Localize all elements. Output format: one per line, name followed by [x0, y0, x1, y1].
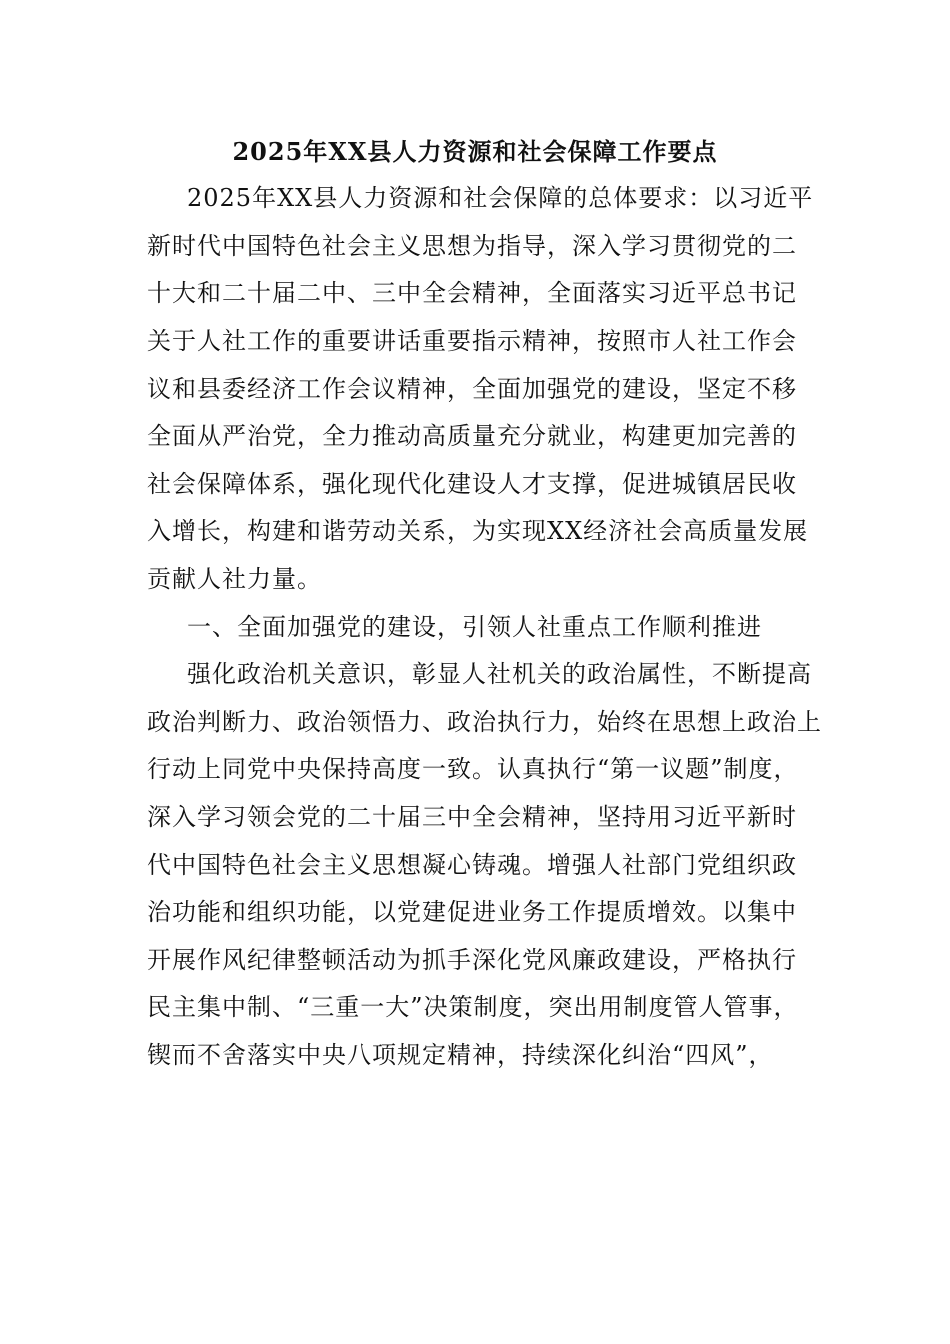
- document-title: 2025年XX县人力资源和社会保障工作要点: [232, 137, 718, 166]
- paragraph-1-line: 全面从严治党，全力推动高质量充分就业，构建更加完善的: [147, 422, 797, 450]
- paragraph-2-line: 治功能和组织功能，以党建促进业务工作提质增效。以集中: [147, 898, 797, 926]
- paragraph-2-line: 政治判断力、政治领悟力、政治执行力，始终在思想上政治上: [147, 708, 822, 736]
- paragraph-1-line: 入增长，构建和谐劳动关系，为实现XX经济社会高质量发展: [147, 517, 809, 545]
- paragraph-1-line: 关于人社工作的重要讲话重要指示精神，按照市人社工作会: [147, 327, 797, 355]
- paragraph-1-line: 十大和二十届二中、三中全会精神，全面落实习近平总书记: [147, 279, 797, 307]
- paragraph-2-line: 深入学习领会党的二十届三中全会精神，坚持用习近平新时: [147, 803, 797, 831]
- paragraph-2-line: 代中国特色社会主义思想凝心铸魂。增强人社部门党组织政: [147, 851, 797, 879]
- paragraph-1-line: 贡献人社力量。: [147, 565, 322, 593]
- paragraph-1-line: 新时代中国特色社会主义思想为指导，深入学习贯彻党的二: [147, 232, 797, 260]
- paragraph-2-line: 民主集中制、“三重一大”决策制度，突出用制度管人管事，: [147, 993, 799, 1021]
- paragraph-2-line: 强化政治机关意识，彰显人社机关的政治属性，不断提高: [187, 660, 812, 688]
- paragraph-2-line: 开展作风纪律整顿活动为抓手深化党风廉政建设，严格执行: [147, 946, 797, 974]
- paragraph-1-line: 议和县委经济工作会议精神，全面加强党的建设，坚定不移: [147, 375, 797, 403]
- paragraph-2-line: 锲而不舍落实中央八项规定精神，持续深化纠治“四风”，: [147, 1041, 774, 1069]
- paragraph-1-line: 社会保障体系，强化现代化建设人才支撑，促进城镇居民收: [147, 470, 797, 498]
- section-heading-1: 一、全面加强党的建设，引领人社重点工作顺利推进: [187, 613, 762, 641]
- paragraph-2-line: 行动上同党中央保持高度一致。认真执行“第一议题”制度，: [147, 755, 799, 783]
- paragraph-1-line: 2025年XX县人力资源和社会保障的总体要求：以习近平: [187, 184, 814, 212]
